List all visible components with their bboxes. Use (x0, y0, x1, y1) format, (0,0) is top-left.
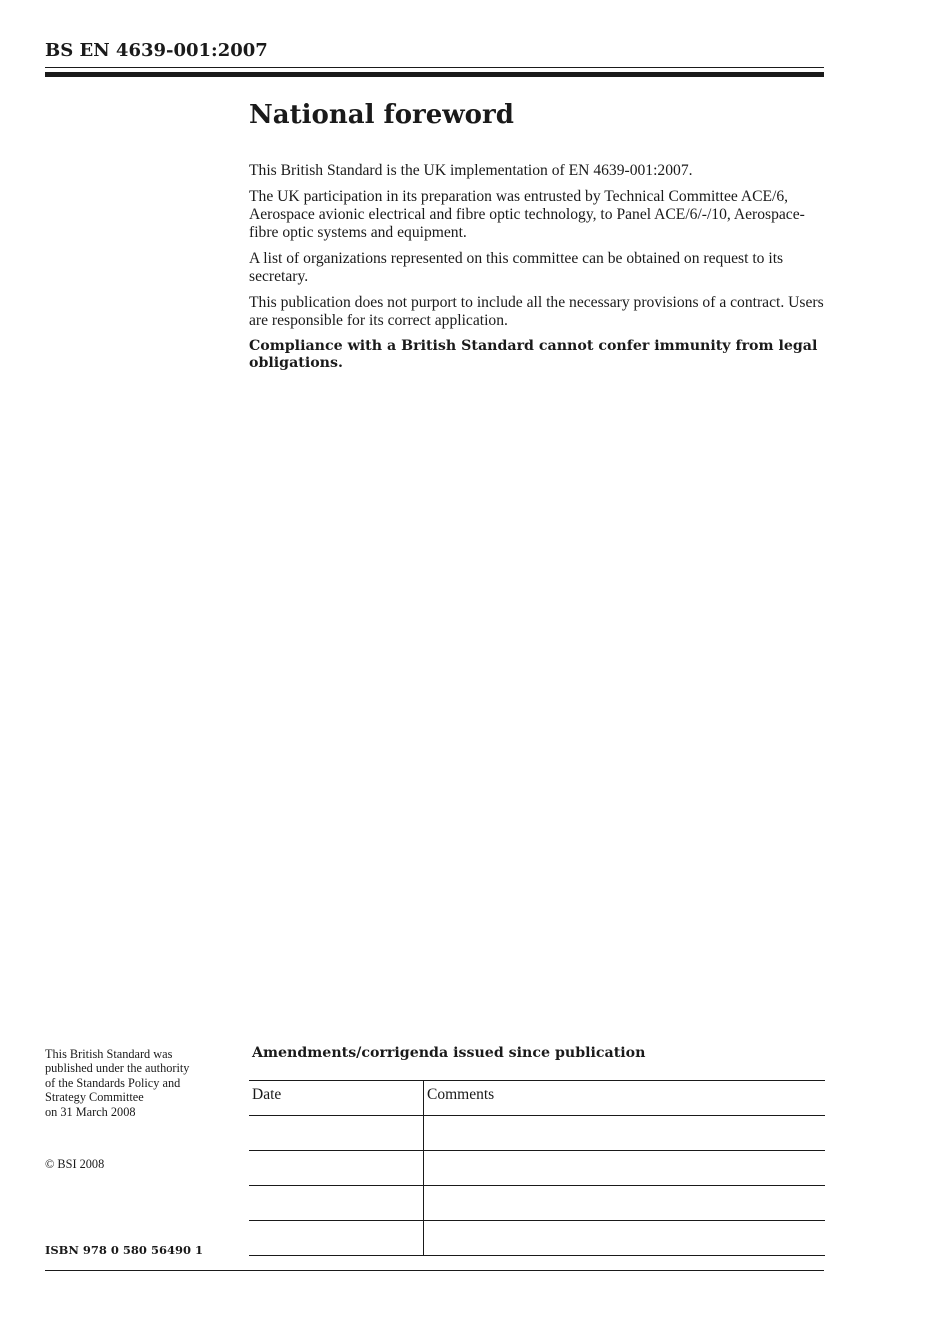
foreword-paragraph: This British Standard is the UK implementation of EN 4639-001:2007. (249, 162, 693, 179)
copyright-notice: © BSI 2008 (45, 1157, 105, 1172)
table-cell (249, 1221, 424, 1256)
table-cell (424, 1151, 826, 1186)
column-header-date: Date (249, 1081, 424, 1116)
table-row (249, 1186, 825, 1221)
footer-rule (45, 1270, 824, 1271)
table-cell (249, 1116, 424, 1151)
header-thick-rule (45, 72, 824, 77)
table-row (249, 1116, 825, 1151)
table-cell (424, 1116, 826, 1151)
header-thin-rule (45, 67, 824, 68)
foreword-body (249, 162, 827, 380)
amendments-heading: Amendments/corrigenda issued since publication (252, 1045, 646, 1061)
table-row (249, 1221, 825, 1256)
table-cell (424, 1186, 826, 1221)
amendments-table (249, 1080, 825, 1256)
column-header-comments: Comments (424, 1081, 826, 1116)
table-cell (424, 1221, 826, 1256)
foreword-paragraph: This publication does not purport to include all the necessary provisions of a contract. Users are responsible for its correct application. (249, 294, 824, 329)
table-header-row (249, 1081, 825, 1116)
table-row (249, 1151, 825, 1186)
table-cell (249, 1151, 424, 1186)
publication-note (45, 1047, 235, 1171)
table-cell (249, 1186, 424, 1221)
document-code: BS EN 4639-001:2007 (45, 40, 268, 61)
isbn: ISBN 978 0 580 56490 1 (45, 1243, 203, 1257)
authority-statement: This British Standard was published under the authority of the Standards Policy and Strategy Committee on 31 March 2008 (45, 1047, 190, 1119)
foreword-paragraph: A list of organizations represented on this committee can be obtained on request to its secretary. (249, 250, 784, 285)
foreword-paragraph: The UK participation in its preparation was entrusted by Technical Committee ACE/6, Aerospace avionic electrical and fibre optic technology, to Panel ACE/6/-/10, Aerospace-fibre optic systems and equipment. (249, 188, 805, 241)
page-title: National foreword (249, 100, 514, 130)
compliance-statement: Compliance with a British Standard cannot confer immunity from legal obligations. (249, 338, 818, 371)
